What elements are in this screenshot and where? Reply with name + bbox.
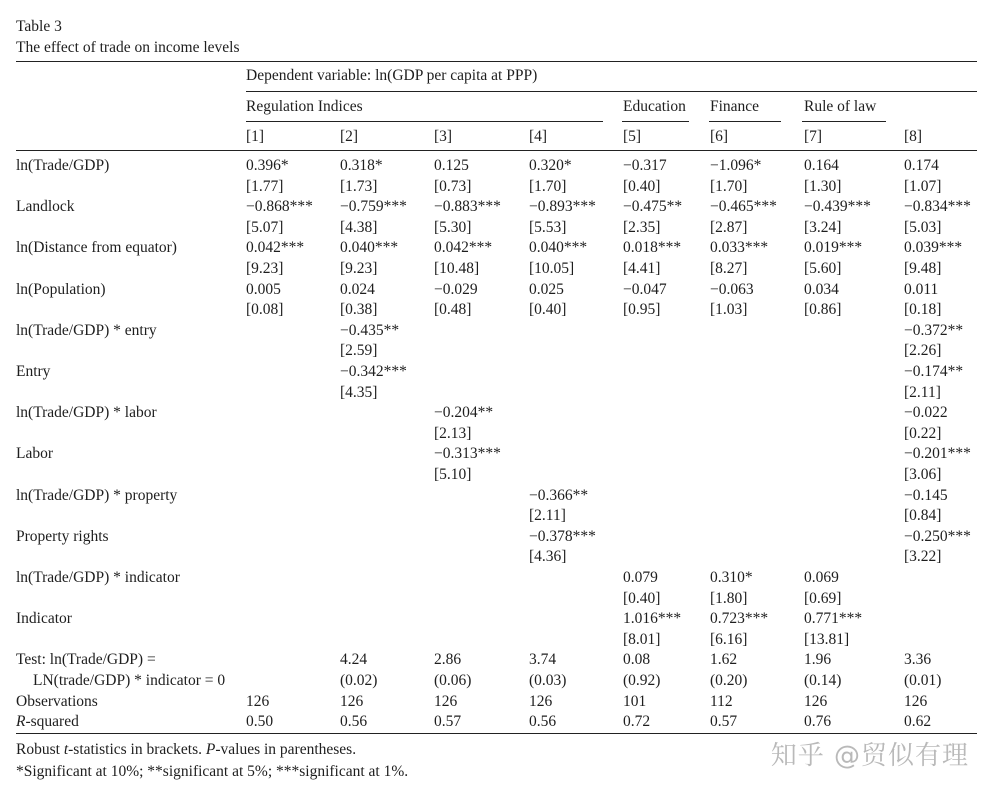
coefficient-cell: 0.011 bbox=[904, 280, 939, 298]
group-rule-regulation bbox=[246, 121, 603, 122]
observations-cell: 112 bbox=[710, 692, 733, 710]
p-value-cell: (0.01) bbox=[904, 672, 942, 689]
tstat-cell: [5.03] bbox=[904, 218, 942, 236]
observations-cell: 126 bbox=[434, 692, 458, 710]
column-header-5: [5] bbox=[623, 128, 642, 145]
coefficient-cell: 0.018*** bbox=[623, 239, 682, 257]
coefficient-cell: 0.024 bbox=[340, 280, 375, 298]
observations-cell: 126 bbox=[804, 692, 828, 710]
tstat-cell: [1.30] bbox=[804, 177, 842, 195]
watermark: 知乎 @贸似有理 bbox=[770, 741, 969, 771]
tstat-cell: [2.11] bbox=[904, 383, 941, 401]
row-label: Labor bbox=[16, 445, 54, 463]
tstat-cell: [9.48] bbox=[904, 260, 942, 277]
group-header-finance: Finance bbox=[710, 98, 760, 115]
tstat-cell: [8.01] bbox=[623, 630, 661, 648]
tstat-cell: [0.73] bbox=[434, 177, 472, 195]
rsquared-cell: 0.62 bbox=[904, 713, 932, 731]
tstat-cell: [1.70] bbox=[710, 177, 748, 195]
coefficient-cell: −0.250*** bbox=[904, 527, 971, 545]
rsquared-cell: 0.76 bbox=[804, 713, 832, 731]
tstat-cell: [0.40] bbox=[623, 177, 661, 195]
coefficient-cell: −0.047 bbox=[623, 280, 667, 298]
row-label: ln(Distance from equator) bbox=[16, 239, 177, 257]
tstat-cell: [9.23] bbox=[340, 260, 378, 277]
tstat-cell: [0.40] bbox=[623, 589, 661, 607]
coefficient-cell: −0.366** bbox=[529, 486, 589, 504]
column-header-8: [8] bbox=[904, 128, 923, 145]
group-header-regulation: Regulation Indices bbox=[246, 98, 363, 115]
tstat-cell: [1.03] bbox=[710, 301, 748, 319]
tstat-cell: [3.06] bbox=[904, 466, 942, 483]
coefficient-cell: −0.378*** bbox=[529, 527, 596, 545]
tstat-cell: [4.41] bbox=[623, 260, 661, 277]
coefficient-cell: −1.096* bbox=[710, 157, 762, 174]
coefficient-cell: 0.039*** bbox=[904, 239, 963, 257]
observations-cell: 126 bbox=[529, 692, 553, 710]
p-value-cell: (0.92) bbox=[623, 672, 661, 689]
tstat-cell: [1.73] bbox=[340, 177, 378, 195]
tstat-cell: [5.30] bbox=[434, 218, 472, 236]
coefficient-cell: 0.310* bbox=[710, 569, 753, 586]
rsquared-cell: 0.72 bbox=[623, 713, 651, 731]
coefficient-cell: 0.034 bbox=[804, 280, 839, 298]
tstat-cell: [1.80] bbox=[710, 589, 748, 607]
rsquared-label: R-squared bbox=[16, 713, 79, 731]
observations-cell: 126 bbox=[340, 692, 364, 710]
coefficient-cell: −0.317 bbox=[623, 157, 667, 174]
coefficient-cell: 0.164 bbox=[804, 157, 839, 174]
tstat-cell: [4.35] bbox=[340, 383, 378, 401]
coefficient-cell: 0.042*** bbox=[246, 239, 305, 257]
observations-cell: 126 bbox=[246, 692, 270, 710]
tstat-cell: [5.07] bbox=[246, 218, 284, 236]
coefficient-cell: −0.883*** bbox=[434, 198, 501, 216]
tstat-cell: [1.77] bbox=[246, 177, 284, 195]
coefficient-cell: 0.320* bbox=[529, 157, 572, 174]
table-label: Table 3 bbox=[16, 18, 62, 35]
tstat-cell: [4.36] bbox=[529, 548, 567, 566]
tstat-cell: [9.23] bbox=[246, 260, 284, 277]
row-label: ln(Trade/GDP) * indicator bbox=[16, 569, 180, 586]
tstat-cell: [0.95] bbox=[623, 301, 661, 319]
p-value-cell: (0.02) bbox=[340, 672, 378, 689]
observations-cell: 126 bbox=[904, 692, 928, 710]
tstat-cell: [2.13] bbox=[434, 424, 472, 442]
tstat-cell: [5.60] bbox=[804, 260, 842, 277]
coefficient-cell: −0.435** bbox=[340, 321, 400, 339]
note-significance: *Significant at 10%; **significant at 5%; ***significant at 1%. bbox=[16, 763, 409, 780]
coefficient-cell: −0.342*** bbox=[340, 363, 407, 380]
rsquared-cell: 0.57 bbox=[434, 713, 462, 731]
row-label: ln(Trade/GDP) * labor bbox=[16, 404, 157, 422]
coefficient-cell: −0.201*** bbox=[904, 445, 971, 463]
coefficient-cell: 1.016*** bbox=[623, 610, 682, 628]
test-statistic-cell: 1.62 bbox=[710, 651, 738, 669]
tstat-cell: [2.26] bbox=[904, 342, 942, 360]
coefficient-cell: 0.025 bbox=[529, 280, 564, 298]
group-header-rule-of-law: Rule of law bbox=[804, 98, 877, 115]
tstat-cell: [0.18] bbox=[904, 301, 942, 319]
dependent-variable-header: Dependent variable: ln(GDP per capita at PPP) bbox=[246, 67, 538, 84]
tstat-cell: [13.81] bbox=[804, 630, 850, 648]
test-row-label: Test: ln(Trade/GDP) = bbox=[16, 651, 156, 669]
coefficient-cell: 0.396* bbox=[246, 157, 289, 174]
rsquared-cell: 0.50 bbox=[246, 713, 274, 731]
tstat-cell: [10.05] bbox=[529, 260, 575, 277]
row-label: Property rights bbox=[16, 527, 109, 545]
note-tstats: Robust t-statistics in brackets. P-values in parentheses. bbox=[16, 741, 357, 758]
table-title: The effect of trade on income levels bbox=[16, 39, 240, 56]
table-bottom-rule bbox=[16, 733, 977, 734]
dependent-variable-rule bbox=[246, 91, 977, 92]
column-header-6: [6] bbox=[710, 128, 729, 145]
group-rule-education bbox=[622, 121, 689, 122]
coefficient-cell: −0.759*** bbox=[340, 198, 407, 216]
test-statistic-cell: 2.86 bbox=[434, 651, 462, 669]
column-header-1: [1] bbox=[246, 128, 265, 145]
rsquared-cell: 0.56 bbox=[529, 713, 557, 731]
tstat-cell: [5.53] bbox=[529, 218, 567, 236]
coefficient-cell: 0.019*** bbox=[804, 239, 863, 257]
column-header-2: [2] bbox=[340, 128, 359, 145]
column-header-7: [7] bbox=[804, 128, 823, 145]
coefficient-cell: 0.040*** bbox=[529, 239, 588, 257]
test-row-label-2: LN(trade/GDP) * indicator = 0 bbox=[33, 672, 226, 689]
group-rule-finance bbox=[709, 121, 781, 122]
coefficient-cell: 0.069 bbox=[804, 569, 839, 586]
coefficient-cell: 0.174 bbox=[904, 157, 939, 174]
tstat-cell: [1.70] bbox=[529, 177, 567, 195]
tstat-cell: [5.10] bbox=[434, 466, 472, 483]
coefficient-cell: −0.145 bbox=[904, 486, 948, 504]
tstat-cell: [2.87] bbox=[710, 218, 748, 236]
test-statistic-cell: 3.74 bbox=[529, 651, 557, 669]
tstat-cell: [2.59] bbox=[340, 342, 378, 360]
tstat-cell: [10.48] bbox=[434, 260, 480, 277]
coefficient-cell: 0.079 bbox=[623, 569, 658, 586]
tstat-cell: [6.16] bbox=[710, 630, 748, 648]
tstat-cell: [0.08] bbox=[246, 301, 284, 319]
tstat-cell: [1.07] bbox=[904, 177, 942, 195]
tstat-cell: [3.24] bbox=[804, 218, 842, 236]
coefficient-cell: −0.174** bbox=[904, 363, 964, 380]
test-statistic-cell: 3.36 bbox=[904, 651, 932, 669]
rsquared-cell: 0.57 bbox=[710, 713, 738, 731]
row-label: Indicator bbox=[16, 610, 72, 628]
tstat-cell: [0.84] bbox=[904, 507, 942, 525]
coefficient-cell: 0.042*** bbox=[434, 239, 493, 257]
coefficient-cell: 0.005 bbox=[246, 280, 281, 298]
tstat-cell: [0.69] bbox=[804, 589, 842, 607]
tstat-cell: [4.38] bbox=[340, 218, 378, 236]
test-statistic-cell: 0.08 bbox=[623, 651, 651, 669]
tstat-cell: [2.11] bbox=[529, 507, 566, 525]
coefficient-cell: 0.318* bbox=[340, 157, 383, 174]
p-value-cell: (0.14) bbox=[804, 672, 842, 689]
coefficient-cell: 0.125 bbox=[434, 157, 469, 174]
p-value-cell: (0.03) bbox=[529, 672, 567, 689]
coefficient-cell: −0.029 bbox=[434, 280, 478, 298]
row-label: ln(Trade/GDP) * entry bbox=[16, 321, 157, 339]
group-rule-rule-of-law bbox=[802, 121, 886, 122]
column-header-3: [3] bbox=[434, 128, 453, 145]
test-statistic-cell: 4.24 bbox=[340, 651, 368, 669]
tstat-cell: [0.86] bbox=[804, 301, 842, 319]
coefficient-cell: −0.893*** bbox=[529, 198, 596, 216]
observations-cell: 101 bbox=[623, 692, 647, 710]
top-rule bbox=[16, 61, 977, 62]
row-label: Entry bbox=[16, 363, 51, 380]
p-value-cell: (0.20) bbox=[710, 672, 748, 689]
coefficient-cell: 0.040*** bbox=[340, 239, 399, 257]
coefficient-cell: −0.022 bbox=[904, 404, 948, 422]
coefficient-cell: 0.771*** bbox=[804, 610, 863, 628]
coefficient-cell: −0.204** bbox=[434, 404, 494, 422]
row-label: ln(Trade/GDP) bbox=[16, 157, 110, 174]
row-label: ln(Population) bbox=[16, 280, 106, 298]
tstat-cell: [0.40] bbox=[529, 301, 567, 319]
tstat-cell: [2.35] bbox=[623, 218, 661, 236]
coefficient-cell: −0.834*** bbox=[904, 198, 971, 216]
group-header-education: Education bbox=[623, 98, 686, 115]
tstat-cell: [8.27] bbox=[710, 260, 748, 277]
row-label: Landlock bbox=[16, 198, 75, 216]
coefficient-cell: −0.475** bbox=[623, 198, 683, 216]
tstat-cell: [0.22] bbox=[904, 424, 942, 442]
coefficient-cell: −0.465*** bbox=[710, 198, 777, 216]
tstat-cell: [0.38] bbox=[340, 301, 378, 319]
coefficient-cell: −0.063 bbox=[710, 280, 754, 298]
tstat-cell: [3.22] bbox=[904, 548, 942, 566]
row-label: ln(Trade/GDP) * property bbox=[16, 486, 178, 504]
observations-label: Observations bbox=[16, 692, 98, 710]
test-statistic-cell: 1.96 bbox=[804, 651, 832, 669]
header-bottom-rule bbox=[16, 150, 977, 151]
coefficient-cell: 0.033*** bbox=[710, 239, 769, 257]
column-header-4: [4] bbox=[529, 128, 548, 145]
p-value-cell: (0.06) bbox=[434, 672, 472, 689]
coefficient-cell: −0.868*** bbox=[246, 198, 313, 216]
coefficient-cell: −0.372** bbox=[904, 321, 964, 339]
coefficient-cell: 0.723*** bbox=[710, 610, 769, 628]
coefficient-cell: −0.313*** bbox=[434, 445, 501, 463]
coefficient-cell: −0.439*** bbox=[804, 198, 871, 216]
rsquared-cell: 0.56 bbox=[340, 713, 368, 731]
tstat-cell: [0.48] bbox=[434, 301, 472, 319]
